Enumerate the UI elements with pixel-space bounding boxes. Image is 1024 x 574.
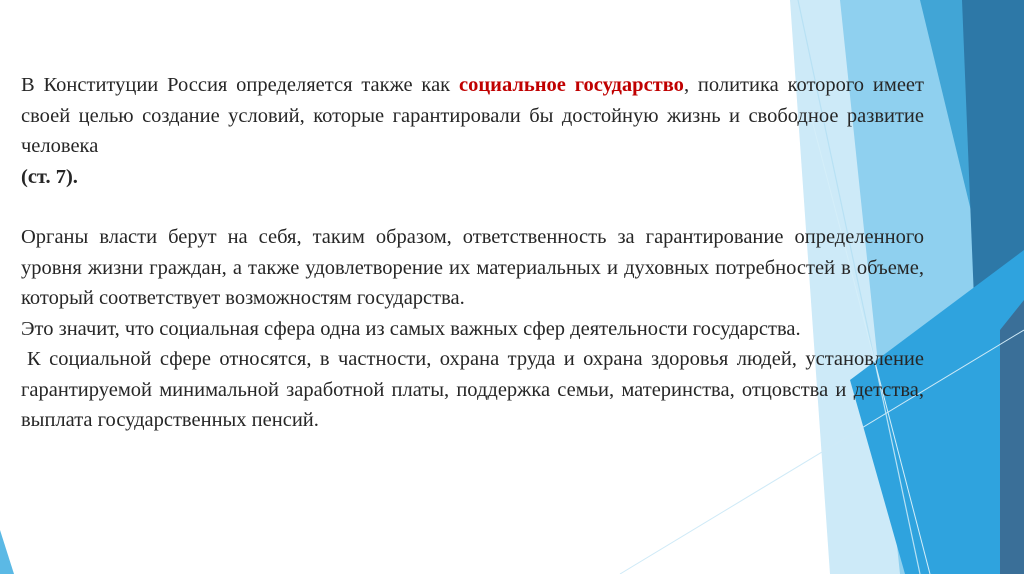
article-reference: (ст. 7).	[21, 165, 78, 188]
social-state-highlight: социальное государство	[458, 74, 684, 96]
deco-bottom-left-triangle	[0, 530, 14, 574]
slide-text	[21, 70, 924, 436]
paragraph-authorities: Органы власти берут на себя, таким образом, ответственность за гарантирование определенного уровня жизни граждан, а также удовлетворение их материальных и духовных потребностей в объеме, который соответствует возможностям государства.	[21, 226, 924, 309]
paragraph1-suffix: , политика которого имеет своей целью создание условий, которые гарантировали бы достойную жизнь и свободное развитие человека	[21, 74, 924, 157]
paragraph-social-sphere: Это значит, что социальная сфера одна из самых важных сфер деятельности государства.	[21, 317, 801, 340]
paragraph-social-examples: К социальной сфере относятся, в частности, охрана труда и охрана здоровья людей, установление гарантируемой минимальной заработной платы, поддержка семьи, материнства, отцовства и детства, выплата государственных пенсий.	[21, 348, 924, 431]
paragraph1-prefix: В Конституции Россия определяется также как	[21, 74, 459, 96]
paragraph-constitution	[21, 70, 924, 162]
deco-right-slab	[1000, 300, 1024, 574]
spacer	[21, 192, 924, 222]
